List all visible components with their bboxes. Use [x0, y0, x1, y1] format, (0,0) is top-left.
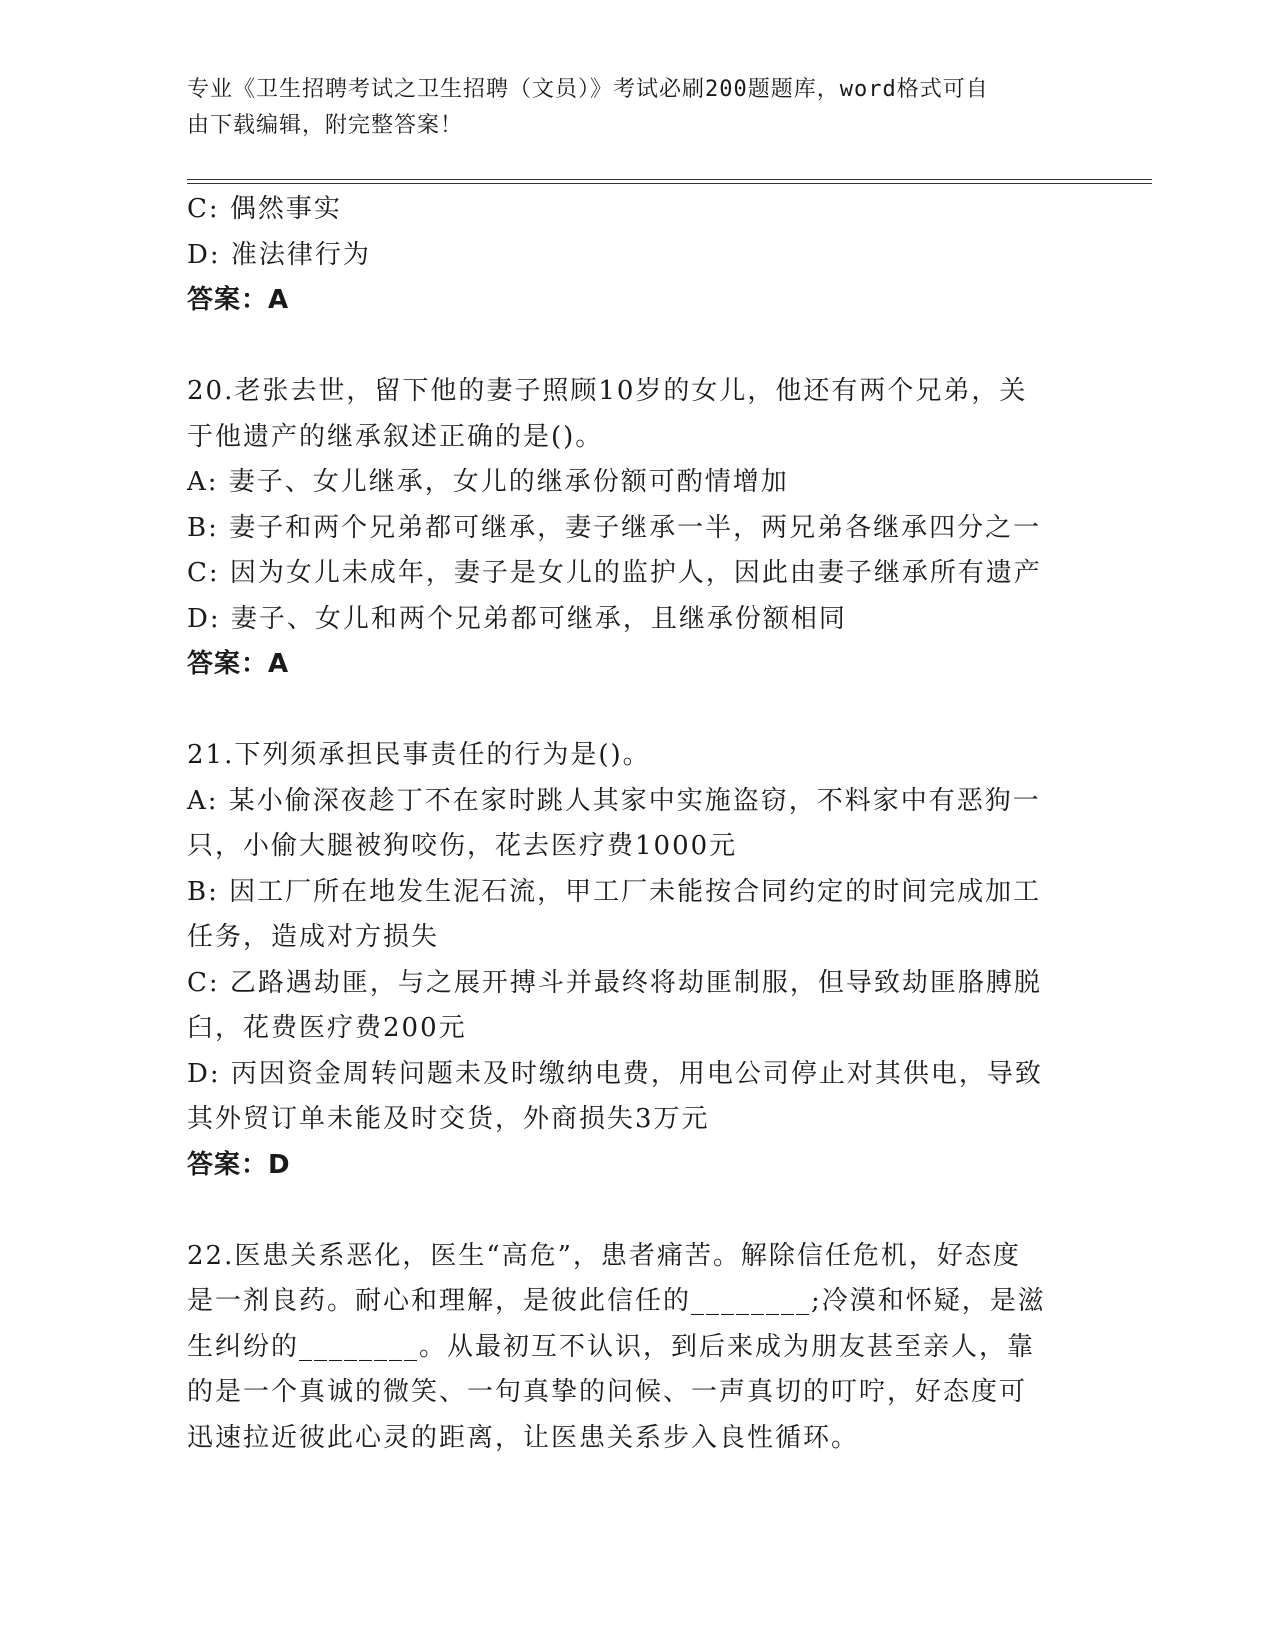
q21-option-a-line-1: A: 某小偷深夜趁丁不在家时跳人其家中实施盗窃，不料家中有恶狗一 [187, 785, 1041, 816]
question-19-tail [187, 187, 1087, 324]
spacer [187, 1188, 1087, 1234]
q22-line-3: 生纠纷的________。从最初互不认识，到后来成为朋友甚至亲人，靠 [187, 1331, 1036, 1362]
q20-option-b: B: 妻子和两个兄弟都可继承，妻子继承一半，两兄弟各继承四分之一 [187, 512, 1042, 543]
q19-answer: 答案：A [187, 285, 290, 315]
q21-option-a-line-2: 只，小偷大腿被狗咬伤，花去医疗费1000元 [187, 831, 738, 861]
header-line-1: 专业《卫生招聘考试之卫生招聘（文员）》考试必刷200题题库，word格式可自 [187, 77, 989, 102]
header-divider-bottom [187, 183, 1152, 184]
q20-stem-line-2: 于他遗产的继承叙述正确的是()。 [187, 421, 604, 452]
page-header [187, 72, 1067, 144]
document-body [187, 187, 1087, 1461]
q22-line-1: 22.医患关系恶化，医生“高危”，患者痛苦。解除信任危机，好态度 [187, 1240, 1021, 1271]
q20-option-a: A: 妻子、女儿继承，女儿的继承份额可酌情增加 [187, 467, 789, 497]
q22-line-4: 的是一个真诚的微笑、一句真挚的问候、一声真切的叮咛，好态度可 [187, 1377, 1028, 1407]
q20-option-d: D: 妻子、女儿和两个兄弟都可继承，且继承份额相同 [187, 603, 847, 634]
q22-line-5: 迅速拉近彼此心灵的距离，让医患关系步入良性循环。 [187, 1422, 860, 1453]
q21-option-c-line-2: 臼，花费医疗费200元 [187, 1013, 467, 1043]
q21-option-d-line-1: D: 丙因资金周转问题未及时缴纳电费，用电公司停止对其供电，导致 [187, 1058, 1043, 1089]
q21-option-c-line-1: C: 乙路遇劫匪，与之展开搏斗并最终将劫匪制服，但导致劫匪胳膊脱 [187, 967, 1042, 998]
q20-option-c: C: 因为女儿未成年，妻子是女儿的监护人，因此由妻子继承所有遗产 [187, 558, 1042, 588]
q21-option-b-line-2: 任务，造成对方损失 [187, 922, 440, 952]
q19-option-d: D: 准法律行为 [187, 239, 371, 270]
header-divider-top [187, 179, 1152, 180]
spacer [187, 688, 1087, 734]
q21-answer: 答案：D [187, 1149, 291, 1180]
question-20 [187, 369, 1087, 688]
q22-line-2: 是一剂良药。耐心和理解，是彼此信任的________;冷漠和怀疑，是滋 [187, 1286, 1046, 1316]
q20-answer: 答案：A [187, 649, 290, 679]
question-22 [187, 1234, 1087, 1462]
q21-stem: 21.下列须承担民事责任的行为是()。 [187, 740, 651, 770]
q20-stem-line-1: 20.老张去世，留下他的妻子照顾10岁的女儿，他还有两个兄弟，关 [187, 376, 1028, 406]
header-line-2: 由下载编辑，附完整答案！ [187, 113, 464, 138]
question-21 [187, 733, 1087, 1188]
q21-option-b-line-1: B: 因工厂所在地发生泥石流，甲工厂未能按合同约定的时间完成加工 [187, 876, 1042, 907]
q21-option-d-line-2: 其外贸订单未能及时交货，外商损失3万元 [187, 1104, 710, 1134]
q19-option-c: C: 偶然事实 [187, 194, 342, 224]
spacer [187, 324, 1087, 370]
